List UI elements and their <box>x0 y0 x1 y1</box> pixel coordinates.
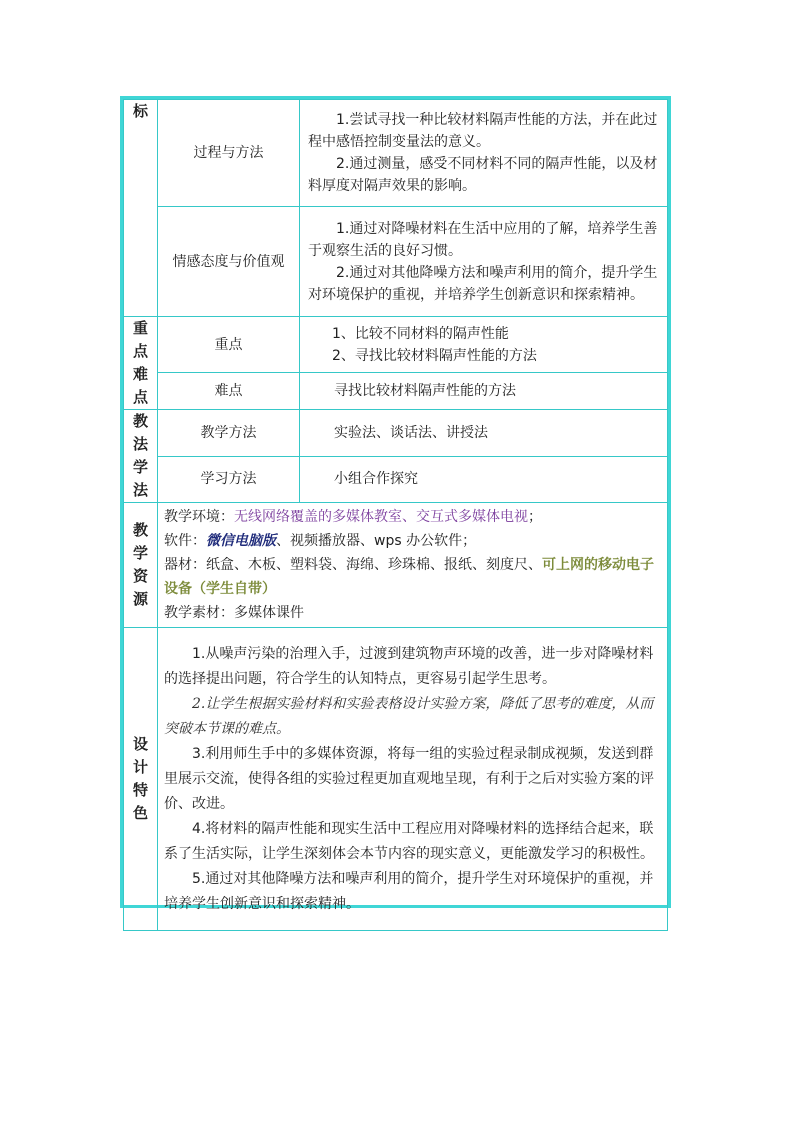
teaching-method-content: 实验法、谈话法、讲授法 <box>300 410 668 457</box>
design-label <box>124 628 158 931</box>
design-point-4: 4.将材料的隔声性能和现实生活中工程应用对降噪材料的选择结合起来，联系了生活实际，让学生深刻体会本节内容的现实意义，更能激发学习的积极性。 <box>164 820 654 862</box>
software-label: 软件： <box>164 533 206 549</box>
label-char: 学 <box>132 544 148 562</box>
objectives-label-char: 标 <box>132 102 148 120</box>
env-end: ； <box>528 509 542 525</box>
env-label: 教学环境： <box>164 509 234 525</box>
label-char: 特 <box>132 781 148 799</box>
key-difficult-label <box>124 317 158 410</box>
process-item-2: 2.通过测量，感受不同材料不同的隔声性能，以及材料厚度对隔声效果的影响。 <box>308 156 658 194</box>
methods-label <box>124 410 158 503</box>
process-method-content <box>300 100 668 207</box>
teaching-method-title: 教学方法 <box>158 410 300 457</box>
design-point-1: 1.从噪声污染的治理入手，过渡到建筑物声环境的改善，进一步对降噪材料的选择提出问题，符合学生的认知特点，更容易引起学生思考。 <box>164 645 654 687</box>
equipment-line <box>164 553 661 601</box>
software-line <box>164 529 661 553</box>
emotion-item-2: 2.通过对其他降噪方法和噪声利用的简介，提升学生对环境保护的重视，并培养学生创新意识和探索精神。 <box>308 264 658 303</box>
design-point-3: 3.利用师生手中的多媒体资源，将每一组的实验过程录制成视频，发送到群里展示交流，使得各组的实验过程更加直观地呈现，有利于之后对实验方案的评价、改进。 <box>164 745 654 812</box>
software-rest: 、视频播放器、wps 办公软件； <box>276 533 477 549</box>
key-points-content <box>300 317 668 373</box>
label-char: 法 <box>132 481 148 499</box>
learning-method-title: 学习方法 <box>158 456 300 503</box>
process-item-1: 1.尝试寻找一种比较材料隔声性能的方法，并在此过程中感悟控制变量法的意义。 <box>308 112 658 150</box>
label-char: 色 <box>132 804 148 822</box>
resources-label <box>124 503 158 628</box>
label-char: 教 <box>132 521 148 539</box>
emotion-title: 情感态度与价值观 <box>158 207 300 317</box>
lesson-plan-table <box>120 96 671 912</box>
software-highlight: 微信电脑版 <box>206 533 276 549</box>
key-point-2: 2、寻找比较材料隔声性能的方法 <box>332 347 537 364</box>
resources-content <box>158 503 668 628</box>
lesson-table <box>123 99 668 931</box>
difficult-points-title: 难点 <box>158 373 300 410</box>
label-char: 计 <box>132 758 148 776</box>
process-method-title: 过程与方法 <box>158 100 300 207</box>
key-points-title: 重点 <box>158 317 300 373</box>
difficult-points-content: 寻找比较材料隔声性能的方法 <box>300 373 668 410</box>
label-char: 教 <box>132 412 148 430</box>
design-point-2: 2.让学生根据实验材料和实验表格设计实验方案，降低了思考的难度，从而突破本节课的难点。 <box>164 695 654 737</box>
label-char: 点 <box>132 388 148 406</box>
label-char: 资 <box>132 567 148 585</box>
equipment-text: 器材：纸盒、木板、塑料袋、海绵、珍珠棉、报纸、刻度尺、 <box>164 557 542 573</box>
teaching-environment <box>164 505 661 529</box>
emotion-content <box>300 207 668 317</box>
label-char: 法 <box>132 435 148 453</box>
label-char: 难 <box>132 365 148 383</box>
equipment-highlight: 可上网的移动电子设备（学生自带） <box>164 557 654 597</box>
key-point-1: 1、比较不同材料的隔声性能 <box>332 325 509 342</box>
label-char: 设 <box>132 735 148 753</box>
label-char: 源 <box>132 590 148 608</box>
design-content <box>158 628 668 931</box>
label-char: 点 <box>132 342 148 360</box>
label-char: 重 <box>132 319 148 337</box>
objectives-label <box>124 100 158 317</box>
label-char: 学 <box>132 458 148 476</box>
materials-line: 教学素材：多媒体课件 <box>164 605 304 621</box>
env-value: 无线网络覆盖的多媒体教室、交互式多媒体电视 <box>234 509 528 525</box>
design-point-5: 5.通过对其他降噪方法和噪声利用的简介，提升学生对环境保护的重视，并培养学生创新意识和探索精神。 <box>164 870 654 912</box>
learning-method-content: 小组合作探究 <box>300 456 668 503</box>
emotion-item-1: 1.通过对降噪材料在生活中应用的了解，培养学生善于观察生活的良好习惯。 <box>308 220 658 259</box>
